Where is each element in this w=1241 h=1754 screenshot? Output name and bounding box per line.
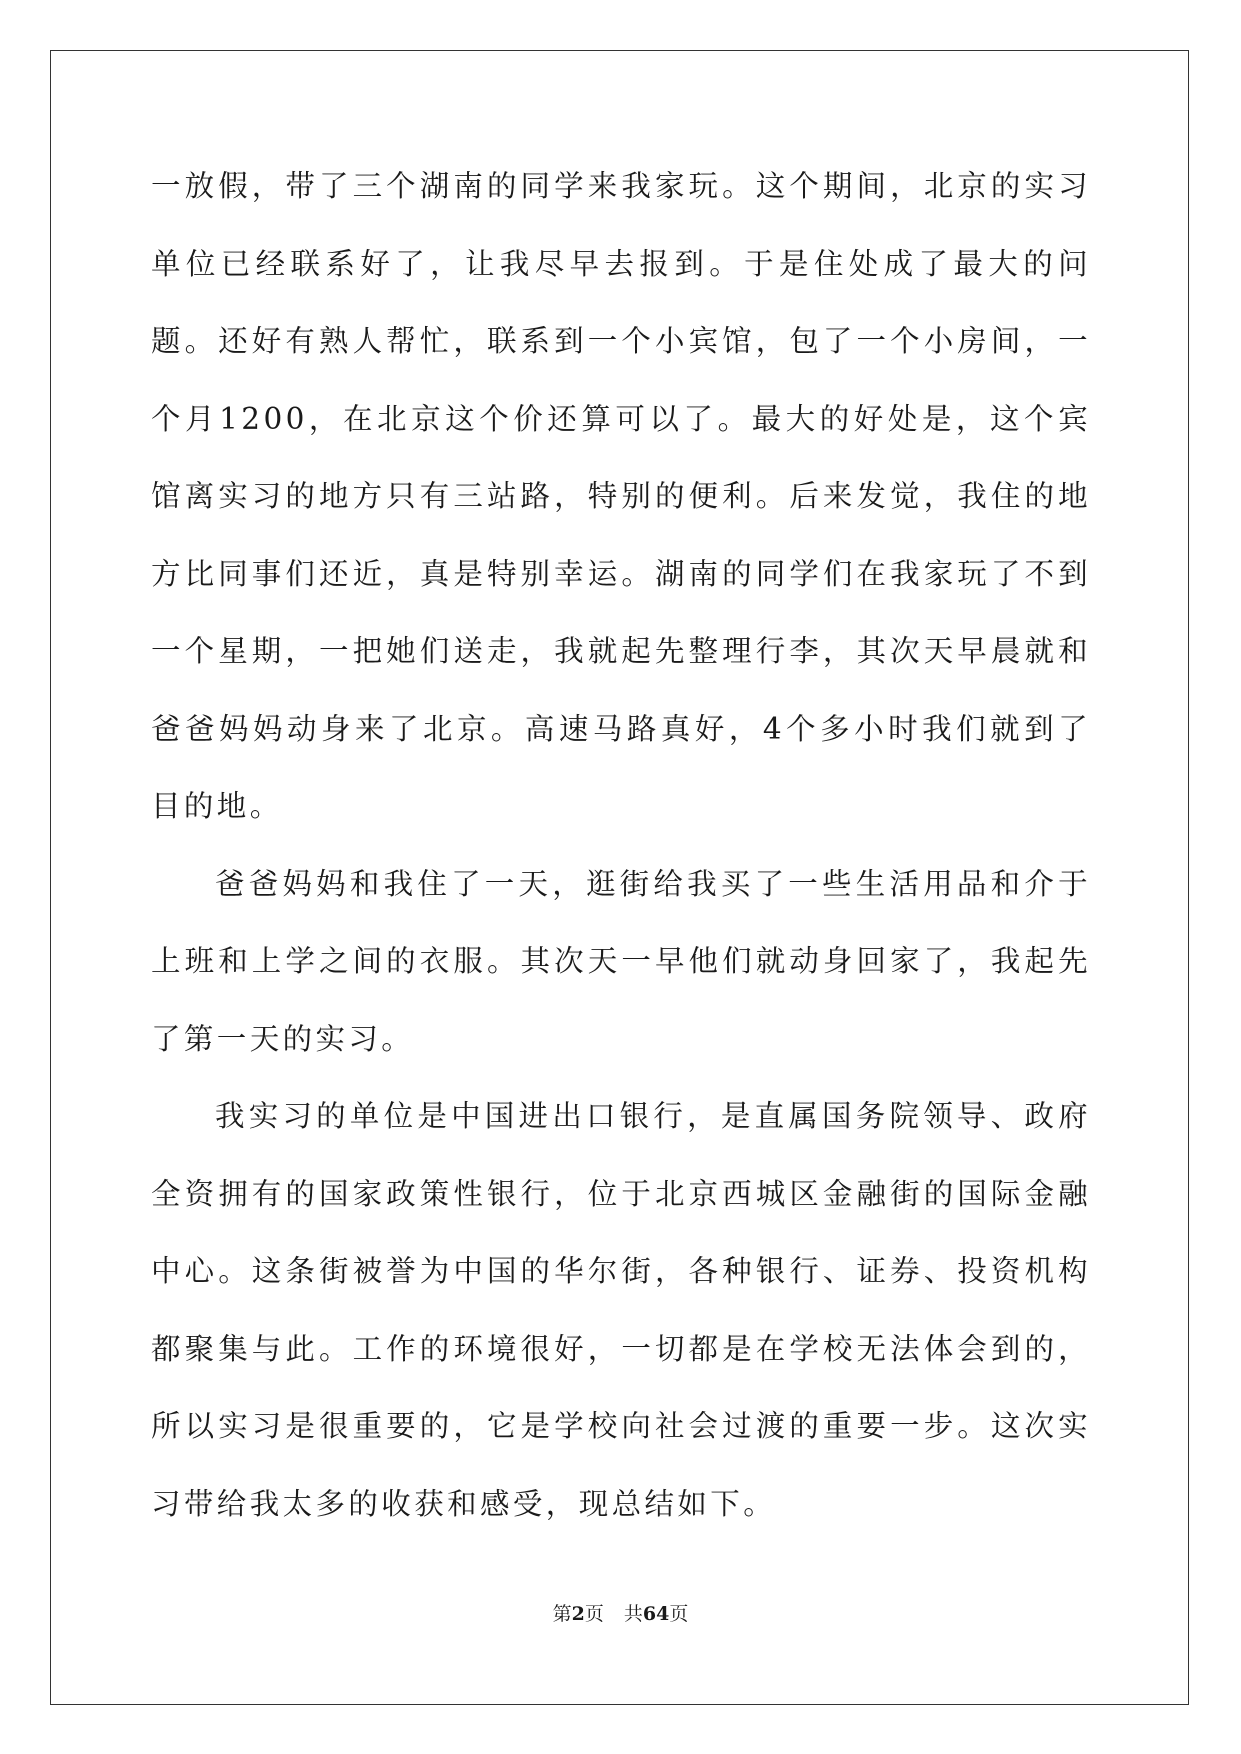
- paragraph-1: 一放假，带了三个湖南的同学来我家玩。这个期间，北京的实习单位已经联系好了，让我尽早去报到。于是住处成了最大的问题。还好有熟人帮忙，联系到一个小宾馆，包了一个小房间，一个月1200，在北京这个价还算可以了。最大的好处是，这个宾馆离实习的地方只有三站路，特别的便利。后来发觉，我住的地方比同事们还近，真是特别幸运。湖南的同学们在我家玩了不到一个星期，一把她们送走，我就起先整理行李，其次天早晨就和爸爸妈妈动身来了北京。高速马路真好，4个多小时我们就到了目的地。: [151, 169, 1091, 823]
- document-body: [151, 148, 1091, 1543]
- page-prefix: 第: [552, 1603, 572, 1625]
- total-prefix: 共: [623, 1603, 643, 1625]
- total-pages: 64: [642, 1603, 670, 1625]
- page-number: 2: [571, 1603, 585, 1625]
- page-suffix: 页: [584, 1603, 604, 1625]
- paragraph-2: 爸爸妈妈和我住了一天，逛街给我买了一些生活用品和介于上班和上学之间的衣服。其次天一早他们就动身回家了，我起先了第一天的实习。: [151, 866, 1091, 1056]
- paragraph-3: 我实习的单位是中国进出口银行，是直属国务院领导、政府全资拥有的国家政策性银行，位于北京西城区金融街的国际金融中心。这条街被誉为中国的华尔街，各种银行、证券、投资机构都聚集与此。工作的环境很好，一切都是在学校无法体会到的，所以实习是很重要的，它是学校向社会过渡的重要一步。这次实习带给我太多的收获和感受，现总结如下。: [151, 1099, 1091, 1521]
- total-suffix: 页: [669, 1603, 689, 1625]
- page-footer: [0, 1602, 1241, 1626]
